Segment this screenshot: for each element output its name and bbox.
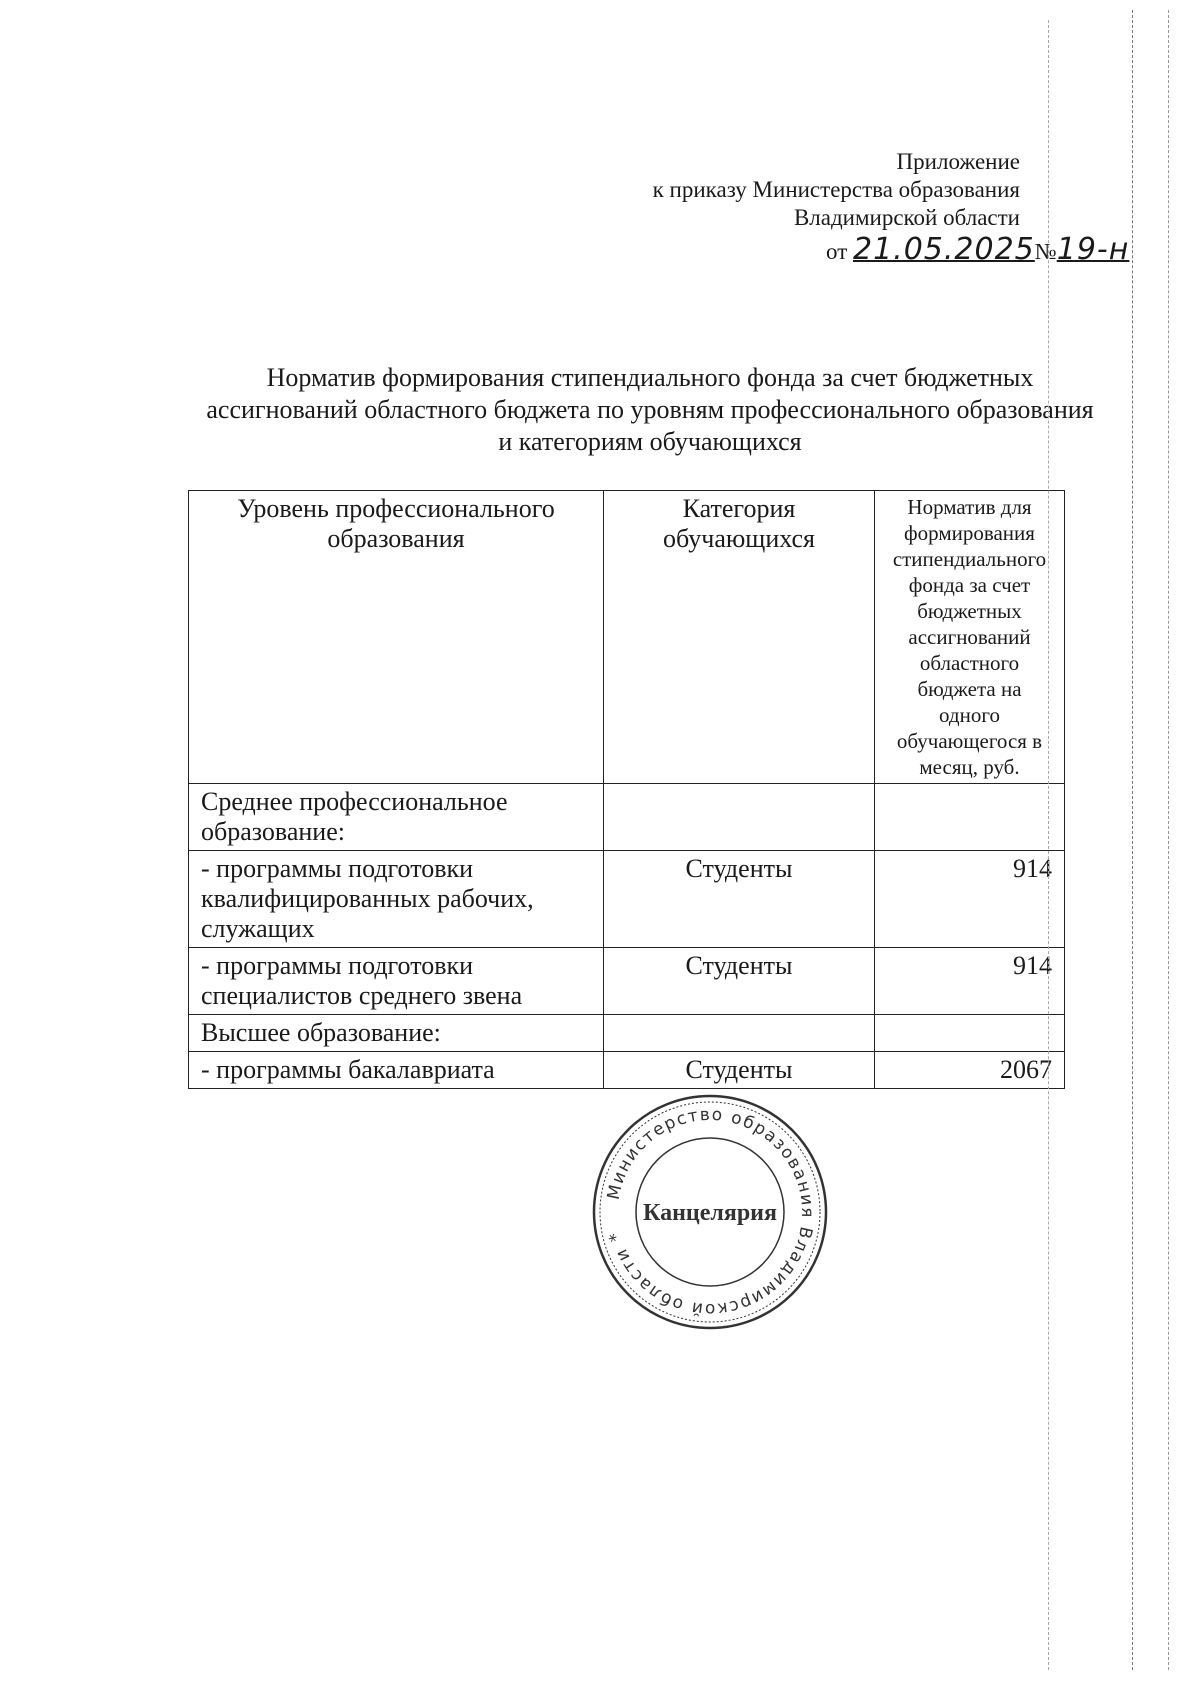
row-level: Среднее профессиональное образование: — [189, 784, 604, 851]
row-value: 914 — [875, 948, 1065, 1015]
appendix-region: Владимирской области — [793, 205, 1020, 230]
scan-artifact-line — [1048, 20, 1049, 1670]
row-category: Студенты — [604, 948, 875, 1015]
header-category: Категория обучающихся — [604, 491, 875, 784]
table-row — [189, 1052, 1065, 1089]
stamp-center-text: Канцелярия — [642, 1200, 778, 1226]
appendix-label: Приложение — [896, 149, 1020, 174]
row-category — [604, 1015, 875, 1052]
stamp-ring-text: Министерство образования Владимирской области * — [603, 1104, 818, 1320]
table-row — [189, 1015, 1065, 1052]
number-sign: № — [1034, 239, 1057, 264]
row-value: 2067 — [875, 1052, 1065, 1089]
row-level: - программы подготовки квалифицированных рабочих, служащих — [189, 851, 604, 948]
row-level: - программы подготовки специалистов среднего звена — [189, 948, 604, 1015]
row-value — [875, 784, 1065, 851]
row-value — [875, 1015, 1065, 1052]
date-prefix: от — [826, 239, 848, 264]
table-row — [189, 948, 1065, 1015]
scan-artifact-line — [1132, 10, 1133, 1670]
table-row — [189, 784, 1065, 851]
table-header-row — [189, 491, 1065, 784]
handwritten-date: 21.05.2025 — [853, 232, 1035, 267]
header-level: Уровень профессионального образования — [189, 491, 604, 784]
row-value: 914 — [875, 851, 1065, 948]
table-row — [189, 851, 1065, 948]
row-level: Высшее образование: — [189, 1015, 604, 1052]
title-line-1: Норматив формирования стипендиального фонда за счет бюджетных — [266, 363, 1034, 392]
header-norm: Норматив для формирования стипендиального фонда за счет бюджетных ассигнований областного бюджета на одного обучающегося в месяц, руб. — [875, 491, 1065, 784]
appendix-order-ref: к приказу Министерства образования — [652, 177, 1020, 202]
row-category: Студенты — [604, 851, 875, 948]
title-line-3: и категориям обучающихся — [498, 427, 802, 456]
norm-table — [188, 490, 1065, 1089]
row-level: - программы бакалавриата — [189, 1052, 604, 1089]
title-line-2: ассигнований областного бюджета по уровням профессионального образования — [206, 395, 1094, 424]
office-stamp — [590, 1092, 830, 1332]
document-title — [150, 362, 1150, 458]
handwritten-number: 19-н — [1056, 232, 1130, 267]
appendix-header — [653, 148, 1020, 232]
order-date-line — [826, 232, 1129, 267]
scan-artifact-line — [1168, 10, 1169, 1670]
row-category: Студенты — [604, 1052, 875, 1089]
row-category — [604, 784, 875, 851]
